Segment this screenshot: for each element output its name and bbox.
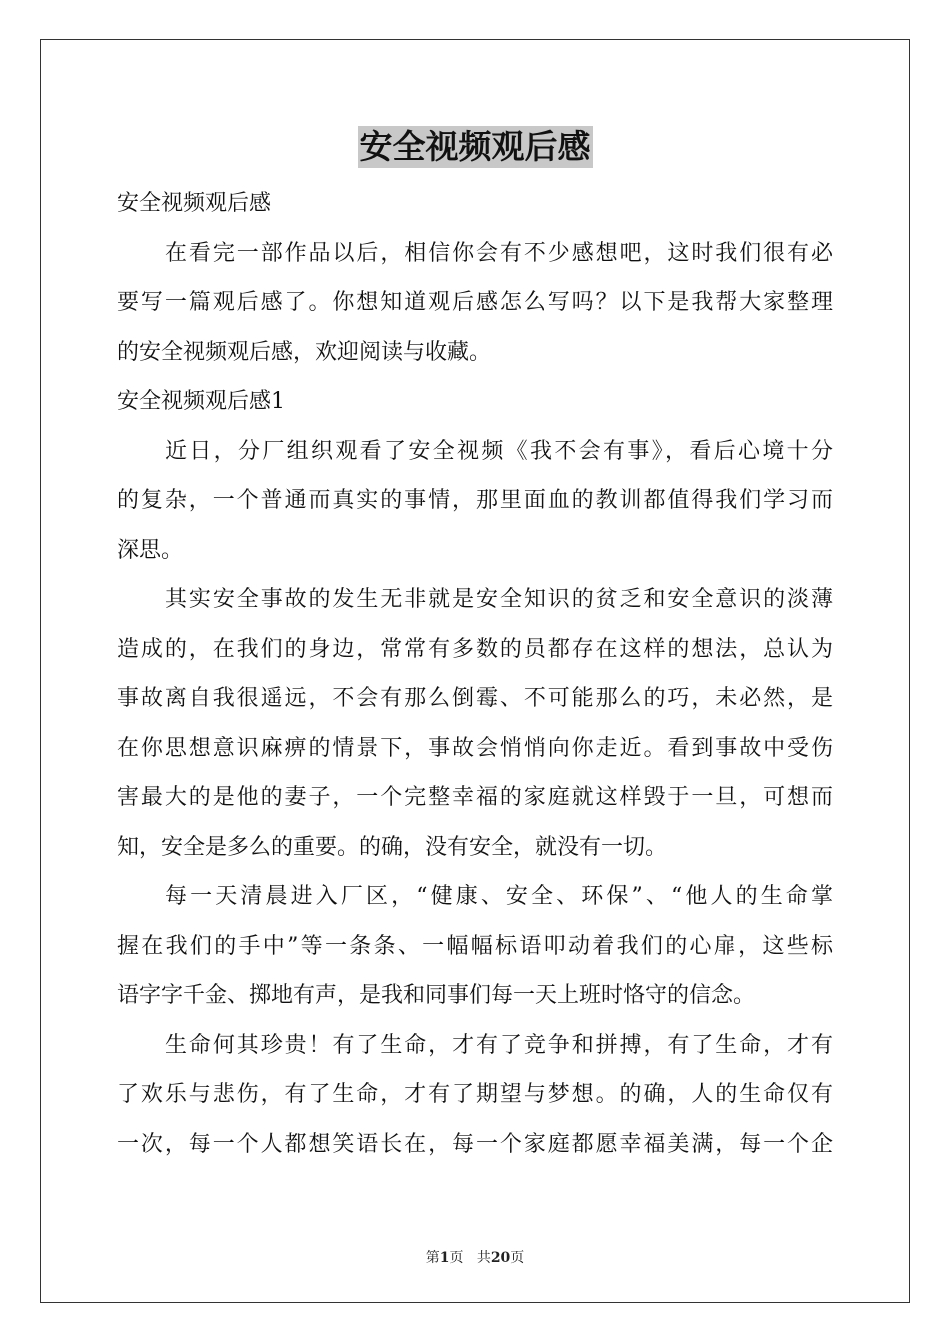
paragraph-line: 近日，分厂组织观看了安全视频《我不会有事》，看后心境十分 <box>165 438 833 464</box>
document-body <box>117 179 833 1169</box>
page-footer <box>0 1247 950 1267</box>
paragraph-line: 一次，每一个人都想笑语长在，每一个家庭都愿幸福美满，每一个企 <box>117 1131 833 1157</box>
paragraph-line: 其实安全事故的发生无非就是安全知识的贫乏和安全意识的淡薄 <box>165 587 833 612</box>
paragraph-line: 握在我们的手中”等一条条、一幅幅标语叩动着我们的心扉，这些标 <box>117 933 833 959</box>
paragraph-line: 了欢乐与悲伤，有了生命，才有了期望与梦想。的确，人的生命仅有 <box>117 1082 833 1107</box>
paragraph-line: 每一天清晨进入厂区，“健康、安全、环保”、“他人的生命掌 <box>165 884 833 909</box>
footer-total-pages: 20 <box>490 1250 511 1266</box>
paragraph-line: 害最大的是他的妻子，一个完整幸福的家庭就这样毁于一旦，可想而 <box>117 785 833 810</box>
paragraph-line: 在你思想意识麻痹的情景下，事故会悄悄向你走近。看到事故中受伤 <box>117 735 833 761</box>
footer-page-suffix: 页 <box>449 1250 464 1266</box>
paragraph-line: 在看完一部作品以后，相信你会有不少感想吧，这时我们很有必 <box>165 240 833 266</box>
paragraph-line: 事故离自我很遥远，不会有那么倒霉、不可能那么的巧，未必然，是 <box>117 686 833 711</box>
paragraph-line: 知，安全是多么的重要。的确，没有安全，就没有一切。 <box>117 834 668 860</box>
paragraph-line: 语字字千金、掷地有声，是我和同事们每一天上班时恪守的信念。 <box>117 983 756 1008</box>
paragraph-line: 生命何其珍贵！有了生命，才有了竞争和拼搏，有了生命，才有 <box>165 1032 833 1058</box>
paragraph-line: 的安全视频观后感，欢迎阅读与收藏。 <box>117 339 492 365</box>
footer-total-prefix: 共 <box>476 1250 491 1266</box>
paragraph-line: 造成的，在我们的身边，常常有多数的员都存在这样的想法，总认为 <box>117 636 833 662</box>
section-heading: 安全视频观后感1 <box>117 389 285 414</box>
paragraph-line: 要写一篇观后感了。你想知道观后感怎么写吗？以下是我帮大家整理 <box>117 290 833 315</box>
footer-page-number: 1 <box>439 1250 450 1266</box>
footer-total-suffix: 页 <box>510 1250 525 1266</box>
title-wrap <box>0 126 950 168</box>
paragraph-line: 深思。 <box>117 537 184 563</box>
paragraph-line: 的复杂，一个普通而真实的事情，那里面血的教训都值得我们学习而 <box>117 488 833 513</box>
section-heading: 安全视频观后感 <box>117 191 272 216</box>
document-title: 安全视频观后感 <box>359 127 591 166</box>
footer-page-prefix: 第 <box>425 1250 440 1266</box>
